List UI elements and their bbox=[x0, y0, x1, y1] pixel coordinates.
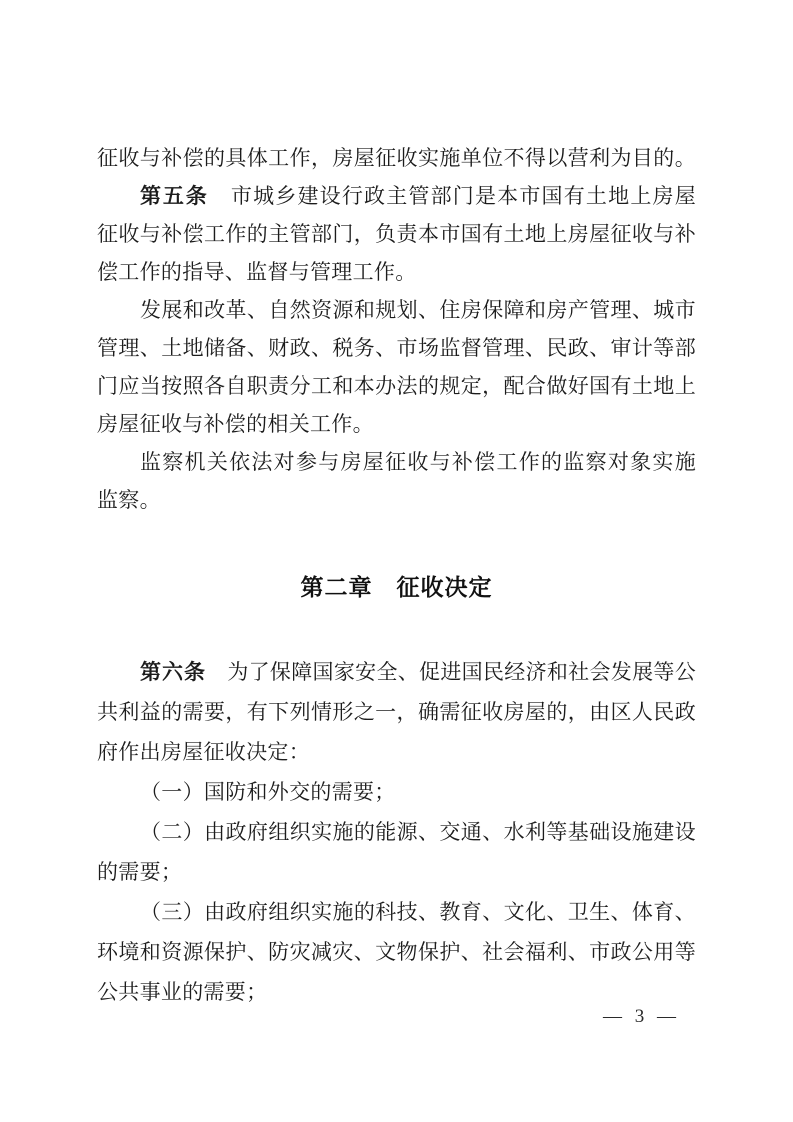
paragraph-block-bottom bbox=[97, 652, 696, 1012]
text-line: （三）由政府组织实施的科技、教育、文化、卫生、体育、 bbox=[140, 900, 696, 924]
text-line: 第五条 市城乡建设行政主管部门是本市国有土地上房屋 bbox=[140, 184, 697, 208]
text-line: 征收与补偿工作的主管部门，负责本市国有土地上房屋征收与补 bbox=[97, 222, 696, 246]
text-line: 偿工作的指导、监督与管理工作。 bbox=[97, 260, 417, 284]
article-number-bold: 第五条 bbox=[140, 184, 209, 208]
chapter-heading: 第二章 征收决定 bbox=[300, 574, 493, 600]
text-line: 门应当按照各自职责分工和本办法的规定，配合做好国有土地上 bbox=[97, 374, 696, 398]
text-line: 共利益的需要，有下列情形之一，确需征收房屋的，由区人民政 bbox=[97, 700, 696, 724]
page-number: — 3 — bbox=[603, 1006, 680, 1027]
article-number-bold: 第六条 bbox=[140, 660, 207, 684]
text-line: 的需要； bbox=[97, 860, 183, 884]
text-line: 管理、土地储备、财政、税务、市场监督管理、民政、审计等部 bbox=[97, 336, 696, 360]
text-line: （一）国防和外交的需要； bbox=[140, 780, 396, 804]
text-line: 监察机关依法对参与房屋征收与补偿工作的监察对象实施 bbox=[140, 450, 696, 474]
text-line: 环境和资源保护、防灾减灾、文物保护、社会福利、市政公用等 bbox=[97, 940, 696, 964]
text-line: 公共事业的需要； bbox=[97, 980, 268, 1004]
text-line: 征收与补偿的具体工作，房屋征收实施单位不得以营利为目的。 bbox=[97, 146, 696, 170]
text-line: 发展和改革、自然资源和规划、住房保障和房产管理、城市 bbox=[140, 298, 696, 322]
text-line: 房屋征收与补偿的相关工作。 bbox=[97, 412, 374, 436]
text-line: 第六条 为了保障国家安全、促进国民经济和社会发展等公 bbox=[140, 660, 696, 684]
text-line: 监察。 bbox=[97, 488, 161, 512]
text-line: （二）由政府组织实施的能源、交通、水利等基础设施建设 bbox=[140, 820, 696, 844]
paragraph-block-top bbox=[97, 139, 696, 519]
text-line: 府作出房屋征收决定： bbox=[97, 740, 310, 764]
